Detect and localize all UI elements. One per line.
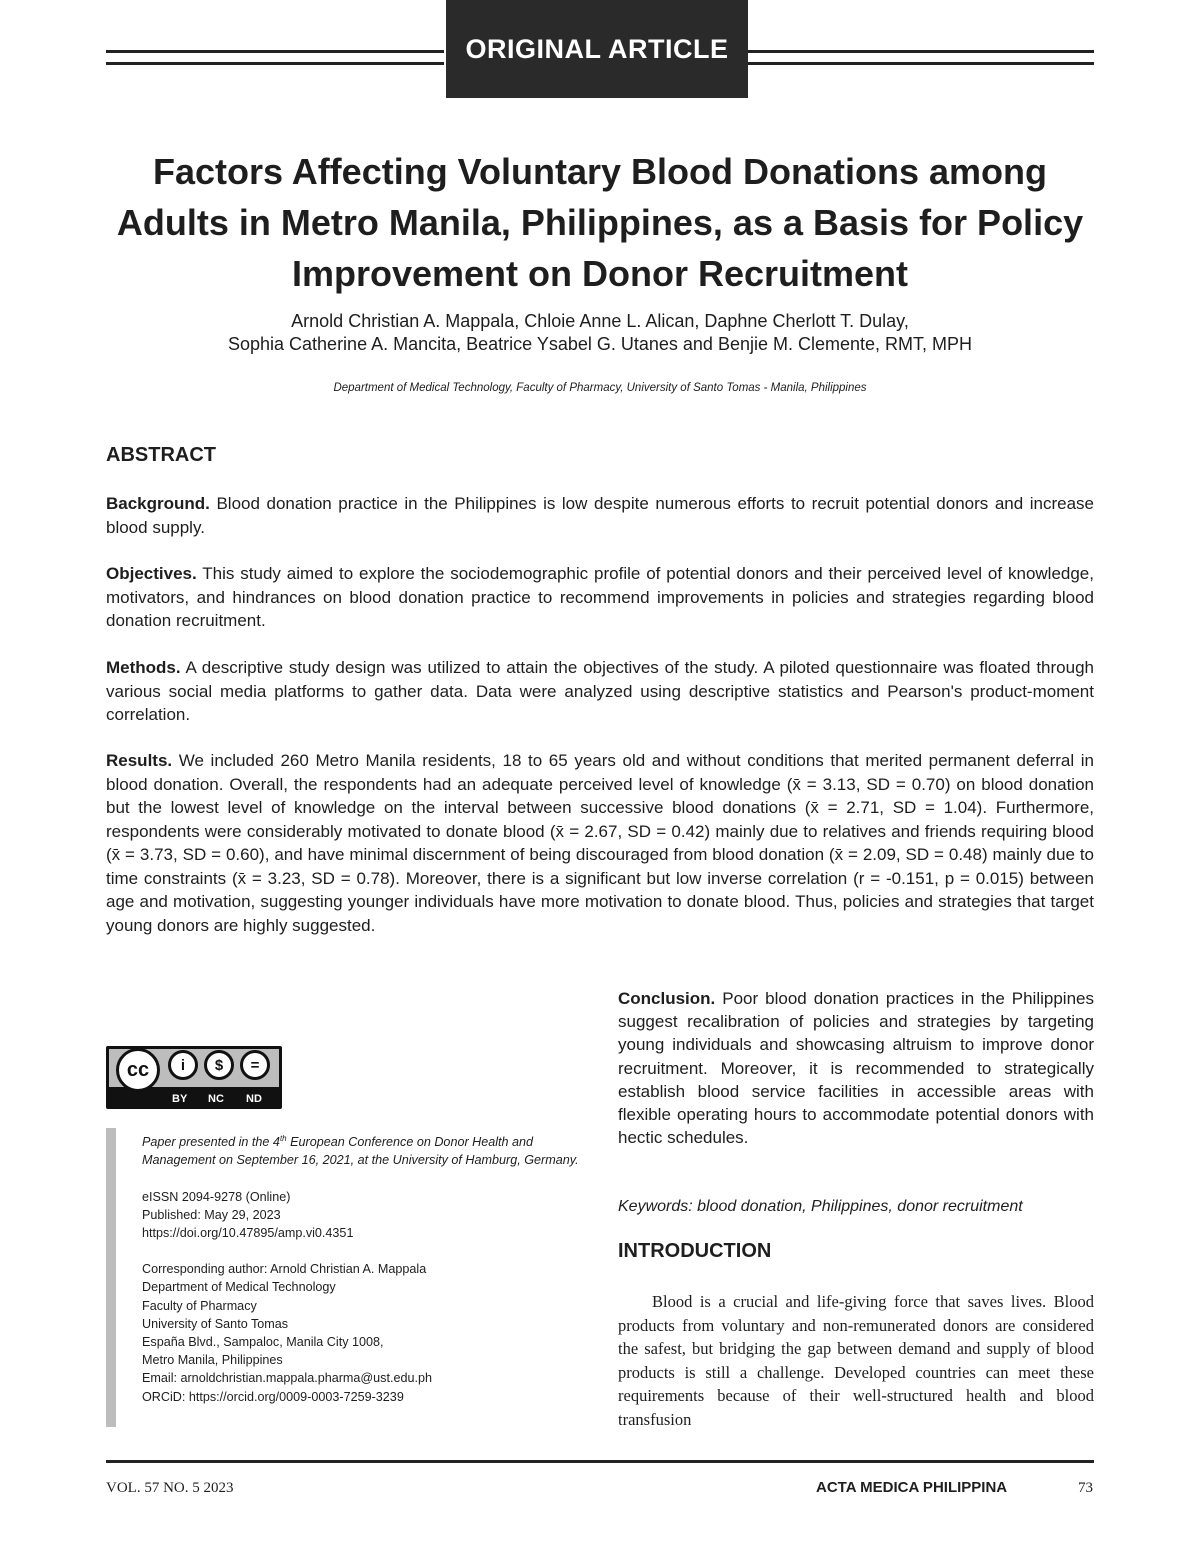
author-list bbox=[100, 310, 1100, 356]
university: University of Santo Tomas bbox=[142, 1316, 289, 1331]
abstract-background bbox=[106, 492, 1094, 539]
header-rule-right bbox=[748, 50, 1094, 65]
abstract-objectives bbox=[106, 562, 1094, 633]
corresponding-author: Corresponding author: Arnold Christian A. Mappala bbox=[142, 1262, 427, 1277]
street-address: España Blvd., Sampaloc, Manila City 1008, bbox=[142, 1335, 384, 1350]
journal-name: ACTA MEDICA PHILIPPINA bbox=[816, 1479, 1008, 1496]
abstract-conclusion bbox=[618, 987, 1094, 1149]
keywords: Keywords: blood donation, Philippines, donor recruitment bbox=[618, 1198, 1023, 1215]
abstract-results bbox=[106, 749, 1094, 937]
doi-link[interactable]: https://doi.org/10.47895/amp.vi0.4351 bbox=[142, 1226, 354, 1240]
methods-text: A descriptive study design was utilized to attain the objectives of the study. A piloted questionnaire was floated through various social media platforms to gather data. Data were analyzed using descriptive statistics and Pearson's product-moment correlation. bbox=[106, 658, 1094, 724]
by-label: BY bbox=[172, 1093, 188, 1105]
affiliation: Department of Medical Technology, Faculty of Pharmacy, University of Santo Tomas - Manila, Philippines bbox=[333, 382, 867, 394]
abstract-heading: ABSTRACT bbox=[106, 444, 216, 466]
article-title: Factors Affecting Voluntary Blood Donations among Adults in Metro Manila, Philippines, as a Basis for Policy Improvement on Donor Recruitment bbox=[116, 151, 1084, 294]
footer-rule bbox=[106, 1460, 1094, 1463]
cc-license-badge[interactable] bbox=[106, 1046, 282, 1109]
department: Department of Medical Technology bbox=[142, 1280, 336, 1295]
nc-label: NC bbox=[208, 1093, 224, 1105]
cc-icon: cc bbox=[116, 1048, 160, 1092]
author-line-1: Arnold Christian A. Mappala, Chloie Anne L. Alican, Daphne Cherlott T. Dulay, bbox=[291, 311, 909, 331]
presentation-note: Paper presented in the 4th European Conference on Donor Health and Management on September 16, 2021, at the University of Hamburg, Germany. bbox=[142, 1134, 579, 1168]
background-label: Background. bbox=[106, 494, 210, 513]
abstract-methods bbox=[106, 656, 1094, 727]
header-rule-left bbox=[106, 50, 444, 65]
faculty: Faculty of Pharmacy bbox=[142, 1298, 257, 1313]
objectives-label: Objectives. bbox=[106, 564, 197, 583]
conclusion-label: Conclusion. bbox=[618, 989, 716, 1008]
email-link[interactable]: Email: arnoldchristian.mappala.pharma@ust.edu.ph bbox=[142, 1371, 433, 1386]
published-date: Published: May 29, 2023 bbox=[142, 1207, 281, 1222]
methods-label: Methods. bbox=[106, 658, 181, 677]
introduction-text: Blood is a crucial and life-giving force that saves lives. Blood products from voluntary and non-remunerated donors are considered the safest, but bridging the gap between demand and supply of blood products is still a challenge. Developed countries can meet these requirements because of their well-structured health and blood transfusion bbox=[618, 1292, 1094, 1429]
attribution-icon: i bbox=[168, 1050, 198, 1080]
author-line-2: Sophia Catherine A. Mancita, Beatrice Ysabel G. Utanes and Benjie M. Clemente, RMT, MPH bbox=[227, 334, 973, 354]
nd-label: ND bbox=[246, 1093, 262, 1105]
noderivatives-icon: = bbox=[240, 1050, 270, 1080]
article-info-box bbox=[106, 1128, 596, 1427]
volume-info: VOL. 57 NO. 5 2023 bbox=[106, 1480, 234, 1496]
results-text: We included 260 Metro Manila residents, 18 to 65 years old and without conditions that merited permanent deferral in blood donation. Overall, the respondents had an adequate perceived level of knowledge (x̄ = 3.13, SD = 0.70) on blood donation but the lowest level of knowledge on the interval between successive blood donations (x̄ = 2.71, SD = 1.04). Furthermore, respondents were considerably motivated to donate blood (x̄ = 2.67, SD = 0.42) mainly due to relatives and friends requiring blood (x̄ = 3.73, SD = 0.60), and have minimal discernment of being discouraged from blood donation (x̄ = 2.09, SD = 0.48) mainly due to time constraints (x̄ = 3.23, SD = 0.78). Moreover, there is a significant but low inverse correlation (r = -0.151, p = 0.015) between age and motivation, suggesting younger individuals have more motivation to donate blood. Thus, policies and strategies that target young donors are highly suggested. bbox=[106, 751, 1094, 935]
background-text: Blood donation practice in the Philippines is low despite numerous efforts to recruit potential donors and increase blood supply. bbox=[106, 494, 1094, 537]
eissn: eISSN 2094-9278 (Online) bbox=[142, 1189, 291, 1204]
orcid-link[interactable]: ORCiD: https://orcid.org/0009-0003-7259-3239 bbox=[142, 1389, 404, 1404]
noncommercial-icon: $ bbox=[204, 1050, 234, 1080]
page-number: 73 bbox=[1078, 1480, 1093, 1496]
results-label: Results. bbox=[106, 751, 173, 770]
conclusion-text: Poor blood donation practices in the Philippines suggest recalibration of policies and strategies by targeting young individuals and showcasing altruism to improve donor recruitment. Moreover, it is recommended to strategically establish blood service facilities in accessible areas with flexible operating hours to accommodate potential donors with hectic schedules. bbox=[618, 989, 1094, 1148]
article-type-banner: ORIGINAL ARTICLE bbox=[446, 0, 748, 98]
objectives-text: This study aimed to explore the sociodemographic profile of potential donors and their perceived level of knowledge, motivators, and hindrances on blood donation practice to recommend improvements in policies and strategies regarding blood donation recruitment. bbox=[106, 564, 1094, 630]
introduction-heading: INTRODUCTION bbox=[618, 1240, 772, 1262]
city: Metro Manila, Philippines bbox=[142, 1353, 283, 1368]
